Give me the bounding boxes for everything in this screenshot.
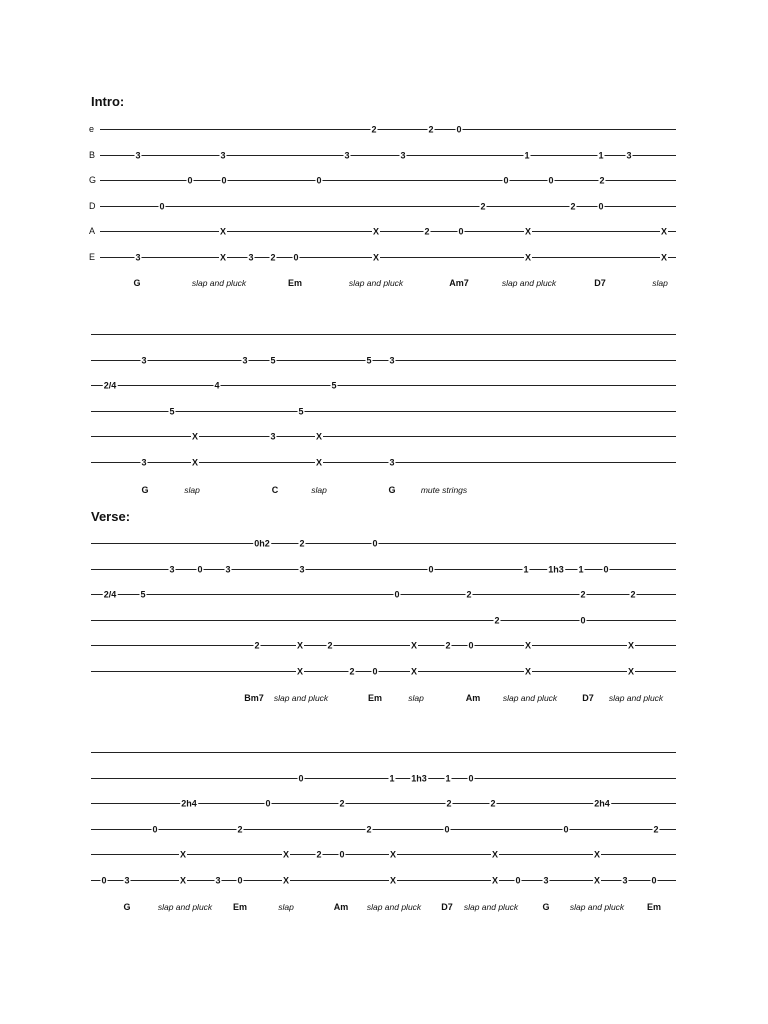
chord-name: C [271,485,279,495]
chord-name: G [388,485,396,495]
chord-name: Em [367,693,383,703]
chord-name: Bm7 [244,693,264,703]
fret-number: 3 [124,875,130,885]
technique-note: slap and pluck [569,902,625,912]
technique-note: slap [311,485,327,495]
tab-string-line [100,206,676,207]
fret-number: 5 [366,355,372,365]
string-name: E [89,252,96,262]
muted-string-mark: X [191,457,199,467]
fret-number: 1 [523,564,529,574]
muted-string-mark: X [372,226,380,236]
chord-name: D7 [582,693,594,703]
fret-number: 0 [515,875,521,885]
muted-string-mark: X [627,640,635,650]
muted-string-mark: X [219,252,227,262]
fret-number: 2/4 [103,380,117,390]
fret-number: 3 [299,564,305,574]
fret-number: 0 [187,175,193,185]
string-name: A [89,226,96,236]
tab-string-line [91,803,676,804]
fret-number: 3 [389,457,395,467]
fret-number: 2 [599,175,605,185]
fret-number: 2 [316,849,322,859]
fret-number: 3 [626,150,632,160]
fret-number: 2h4 [181,798,197,808]
tab-string-line [91,334,676,335]
technique-note: slap and pluck [157,902,213,912]
fret-number: 2 [254,640,260,650]
fret-number: 2 [428,124,434,134]
fret-number: 0 [603,564,609,574]
fret-number: 2 [270,252,276,262]
fret-number: 3 [169,564,175,574]
string-name: e [89,124,95,134]
fret-number: 4 [214,380,220,390]
fret-number: 3 [389,355,395,365]
tab-string-line [100,155,676,156]
fret-number: 0 [468,773,474,783]
technique-note: slap [278,902,294,912]
fret-number: 0 [316,175,322,185]
fret-number: 3 [225,564,231,574]
chord-name: G [542,902,550,912]
technique-note: slap and pluck [501,278,557,288]
fret-number: 2 [349,666,355,676]
section-heading: Intro: [91,94,125,109]
tab-string-line [91,752,676,753]
muted-string-mark: X [372,252,380,262]
string-name: D [89,201,96,211]
fret-number: 0 [159,201,165,211]
fret-number: 0 [152,824,158,834]
fret-number: 0 [394,589,400,599]
chord-name: G [141,485,149,495]
tab-string-line [91,462,676,463]
muted-string-mark: X [491,875,499,885]
muted-string-mark: X [315,431,323,441]
fret-number: 1 [445,773,451,783]
chord-name: Am [333,902,349,912]
technique-note: slap and pluck [502,693,558,703]
muted-string-mark: X [179,875,187,885]
muted-string-mark: X [191,431,199,441]
technique-note: slap and pluck [366,902,422,912]
muted-string-mark: X [524,666,532,676]
tab-string-line [91,829,676,830]
fret-number: 0 [265,798,271,808]
fret-number: 3 [141,355,147,365]
technique-note: slap and pluck [463,902,519,912]
chord-name: Em [287,278,303,288]
technique-note: slap and pluck [348,278,404,288]
fret-number: 0 [548,175,554,185]
fret-number: 2 [339,798,345,808]
fret-number: 3 [400,150,406,160]
muted-string-mark: X [179,849,187,859]
technique-note: slap and pluck [191,278,247,288]
fret-number: 0 [221,175,227,185]
fret-number: 0h2 [254,538,270,548]
fret-number: 0 [598,201,604,211]
muted-string-mark: X [491,849,499,859]
fret-number: 5 [331,380,337,390]
tab-string-line [91,645,676,646]
chord-name: D7 [441,902,453,912]
chord-name: G [133,278,141,288]
fret-number: 0 [468,640,474,650]
fret-number: 0 [293,252,299,262]
muted-string-mark: X [593,875,601,885]
muted-string-mark: X [219,226,227,236]
technique-note: slap [652,278,668,288]
fret-number: 2 [490,798,496,808]
technique-note: slap [408,693,424,703]
tab-string-line [91,436,676,437]
fret-number: 3 [220,150,226,160]
fret-number: 1 [389,773,395,783]
fret-number: 2h4 [594,798,610,808]
fret-number: 1h3 [411,773,427,783]
fret-number: 0 [372,538,378,548]
fret-number: 5 [169,406,175,416]
fret-number: 2 [424,226,430,236]
muted-string-mark: X [282,875,290,885]
tab-string-line [91,543,676,544]
tab-string-line [91,360,676,361]
fret-number: 0 [372,666,378,676]
fret-number: 2 [445,640,451,650]
fret-number: 2 [494,615,500,625]
muted-string-mark: X [660,226,668,236]
fret-number: 3 [543,875,549,885]
fret-number: 3 [135,150,141,160]
fret-number: 2 [466,589,472,599]
fret-number: 2 [327,640,333,650]
fret-number: 3 [248,252,254,262]
technique-note: slap [184,485,200,495]
fret-number: 1 [598,150,604,160]
fret-number: 0 [580,615,586,625]
fret-number: 3 [215,875,221,885]
fret-number: 0 [563,824,569,834]
tab-string-line [91,385,676,386]
fret-number: 0 [339,849,345,859]
fret-number: 3 [622,875,628,885]
fret-number: 0 [456,124,462,134]
string-name: B [89,150,96,160]
chord-name: D7 [594,278,606,288]
muted-string-mark: X [524,640,532,650]
fret-number: 2 [570,201,576,211]
fret-number: 2 [299,538,305,548]
fret-number: 3 [141,457,147,467]
fret-number: 2 [366,824,372,834]
fret-number: 1 [524,150,530,160]
chord-name: G [123,902,131,912]
muted-string-mark: X [524,252,532,262]
muted-string-mark: X [410,640,418,650]
fret-number: 3 [242,355,248,365]
tab-string-line [100,129,676,130]
muted-string-mark: X [296,666,304,676]
tab-string-line [91,411,676,412]
fret-number: 5 [140,589,146,599]
fret-number: 2 [237,824,243,834]
fret-number: 0 [428,564,434,574]
chord-name: Em [646,902,662,912]
fret-number: 3 [135,252,141,262]
chord-name: Am [465,693,481,703]
muted-string-mark: X [296,640,304,650]
fret-number: 1h3 [548,564,564,574]
muted-string-mark: X [389,849,397,859]
fret-number: 0 [651,875,657,885]
tab-string-line [91,671,676,672]
muted-string-mark: X [524,226,532,236]
muted-string-mark: X [282,849,290,859]
tab-string-line [91,569,676,570]
string-name: G [89,175,97,185]
tab-string-line [91,620,676,621]
fret-number: 0 [298,773,304,783]
fret-number: 2 [630,589,636,599]
fret-number: 2 [446,798,452,808]
fret-number: 2/4 [103,589,117,599]
fret-number: 5 [270,355,276,365]
chord-name: Em [232,902,248,912]
muted-string-mark: X [410,666,418,676]
tab-string-line [91,594,676,595]
fret-number: 0 [237,875,243,885]
fret-number: 3 [270,431,276,441]
muted-string-mark: X [660,252,668,262]
section-heading: Verse: [91,509,131,524]
fret-number: 0 [503,175,509,185]
fret-number: 5 [298,406,304,416]
tab-string-line [91,778,676,779]
fret-number: 2 [653,824,659,834]
fret-number: 2 [371,124,377,134]
technique-note: mute strings [420,485,468,495]
technique-note: slap and pluck [608,693,664,703]
fret-number: 1 [578,564,584,574]
muted-string-mark: X [627,666,635,676]
fret-number: 2 [480,201,486,211]
fret-number: 0 [101,875,107,885]
fret-number: 0 [458,226,464,236]
muted-string-mark: X [389,875,397,885]
technique-note: slap and pluck [273,693,329,703]
fret-number: 0 [197,564,203,574]
tab-string-line [100,257,676,258]
muted-string-mark: X [593,849,601,859]
tab-string-line [100,231,676,232]
muted-string-mark: X [315,457,323,467]
fret-number: 2 [580,589,586,599]
chord-name: Am7 [449,278,469,288]
fret-number: 0 [444,824,450,834]
fret-number: 3 [344,150,350,160]
